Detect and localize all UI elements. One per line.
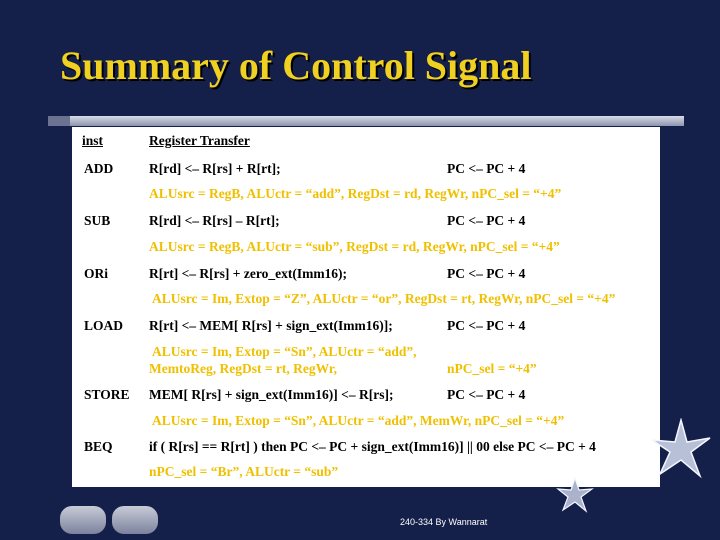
inst-sub: SUB	[84, 213, 111, 228]
signals-add: ALUsrc = RegB, ALUctr = “add”, RegDst = rd, RegWr, nPC_sel = “+4”	[149, 186, 562, 201]
inst-store: STORE	[84, 387, 130, 402]
pc-store: PC <– PC + 4	[447, 387, 526, 402]
transfer-add: R[rd] <– R[rs] + R[rt];	[149, 161, 281, 176]
title-rule-cap	[48, 116, 70, 126]
header-inst: inst	[82, 133, 104, 148]
pc-add: PC <– PC + 4	[447, 161, 526, 176]
inst-beq: BEQ	[84, 439, 113, 454]
signals-sub: ALUsrc = RegB, ALUctr = “sub”, RegDst = rd, RegWr, nPC_sel = “+4”	[149, 239, 560, 254]
slide-title: Summary of Control Signal	[60, 43, 532, 88]
inst-add: ADD	[84, 161, 114, 176]
signals-store: ALUsrc = Im, Extop = “Sn”, ALUctr = “add”, MemWr, nPC_sel = “+4”	[152, 413, 565, 428]
transfer-store: MEM[ R[rs] + sign_ext(Imm16)] <– R[rs];	[149, 387, 394, 402]
small-star-icon	[556, 476, 594, 514]
inst-ori: ORi	[84, 266, 109, 281]
transfer-load: R[rt] <– MEM[ R[rs] + sign_ext(Imm16)];	[149, 318, 393, 333]
signals-load: ALUsrc = Im, Extop = “Sn”, ALUctr = “add”,	[152, 344, 417, 359]
header-register-transfer: Register Transfer	[149, 133, 250, 148]
star-icon	[650, 418, 712, 480]
slide-footer: 240-334 By Wannarat	[400, 517, 488, 527]
title-rule	[48, 116, 684, 126]
previous-slide-button[interactable]	[60, 506, 106, 534]
transfer-beq: if ( R[rs] == R[rt] ) then PC <– PC + sign_ext(Imm16)] || 00 else PC <– PC + 4	[149, 439, 596, 454]
pc-load: PC <– PC + 4	[447, 318, 526, 333]
transfer-ori: R[rt] <– R[rs] + zero_ext(Imm16);	[149, 266, 348, 281]
signals-load-npc: nPC_sel = “+4”	[447, 361, 537, 376]
signals-load-line2: MemtoReg, RegDst = rt, RegWr,	[149, 361, 338, 376]
inst-load: LOAD	[84, 318, 124, 333]
signals-beq: nPC_sel = “Br”, ALUctr = “sub”	[149, 464, 339, 479]
next-slide-button[interactable]	[112, 506, 158, 534]
pc-sub: PC <– PC + 4	[447, 213, 526, 228]
signals-ori: ALUsrc = Im, Extop = “Z”, ALUctr = “or”, RegDst = rt, RegWr, nPC_sel = “+4”	[152, 291, 616, 306]
control-signal-table	[72, 127, 660, 487]
pc-ori: PC <– PC + 4	[447, 266, 526, 281]
transfer-sub: R[rd] <– R[rs] – R[rt];	[149, 213, 280, 228]
